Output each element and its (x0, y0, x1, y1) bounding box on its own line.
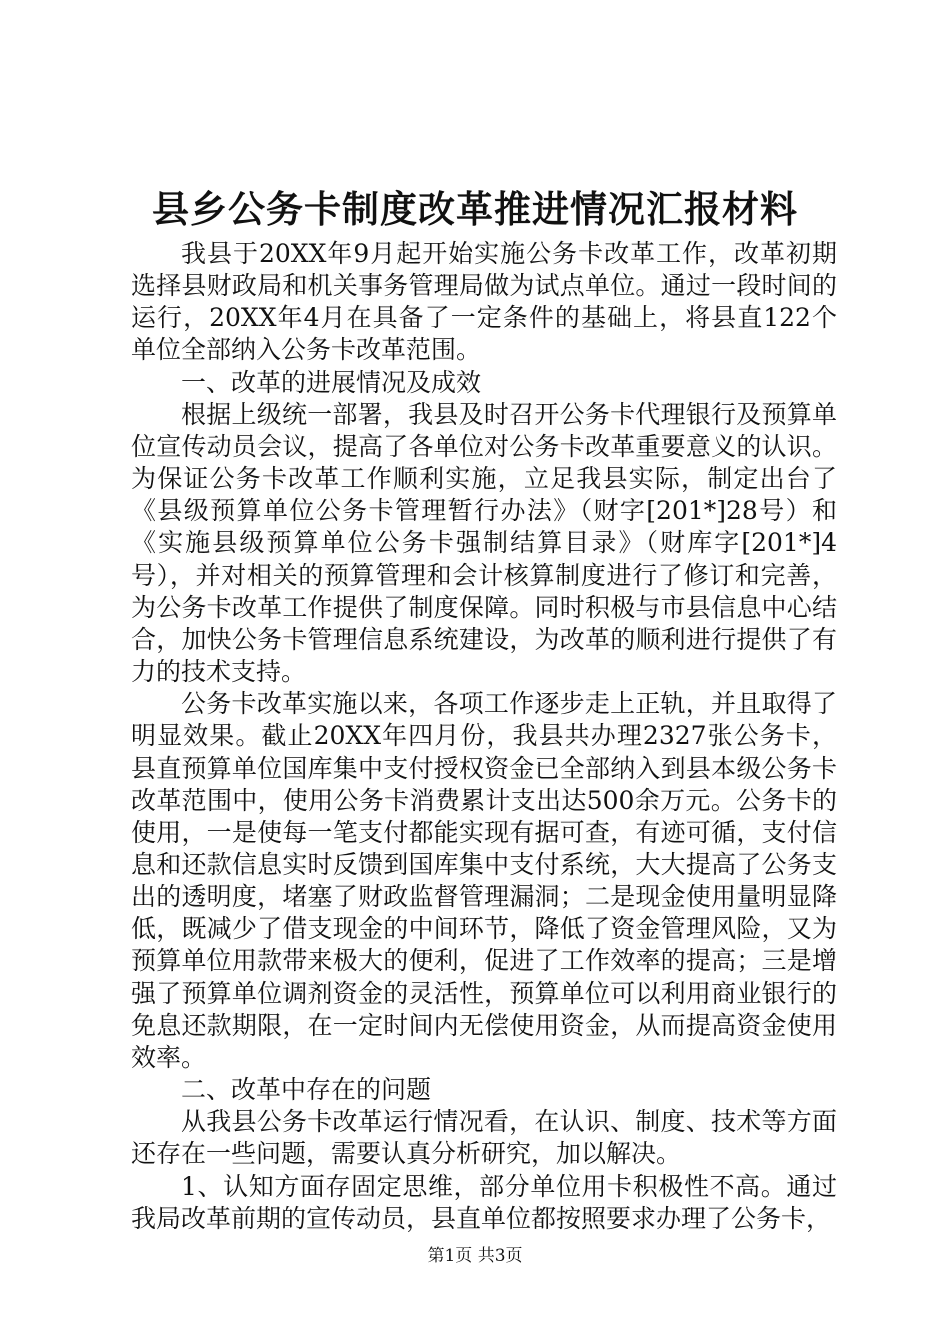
paragraph-results: 公务卡改革实施以来，各项工作逐步走上正轨，并且取得了明显效果。截止20XX年四月份，我县共办理2327张公务卡，县直预算单位国库集中支付授权资金已全部纳入到县本级公务卡改革范围中，使用公务卡消费累计支出达500余万元。公务卡的使用，一是使每一笔支付都能实现有据可查，有迹可循，支付信息和还款信息实时反馈到国库集中支付系统，大大提高了公务支出的透明度，堵塞了财政监督管理漏洞；二是现金使用量明显降低，既减少了借支现金的中间环节，降低了资金管理风险，又为预算单位用款带来极大的便利，促进了工作效率的提高；三是增强了预算单位调剂资金的灵活性，预算单位可以利用商业银行的免息还款期限，在一定时间内无偿使用资金，从而提高资金使用效率。 (131, 689, 837, 1072)
paragraph-deployment: 根据上级统一部署，我县及时召开公务卡代理银行及预算单位宣传动员会议，提高了各单位对公务卡改革重要意义的认识。为保证公务卡改革工作顺利实施，立足我县实际，制定出台了《县级预算单位公务卡管理暂行办法》（财字[201*]28号）和《实施县级预算单位公务卡强制结算目录》（财库字[201*]4号），并对相关的预算管理和会计核算制度进行了修订和完善，为公务卡改革工作提供了制度保障。同时积极与市县信息中心结合，加快公务卡管理信息系统建设，为改革的顺利进行提供了有力的技术支持。 (131, 399, 837, 687)
document-title: 县乡公务卡制度改革推进情况汇报材料 (152, 187, 798, 231)
paragraph-intro: 我县于20XX年9月起开始实施公务卡改革工作，改革初期选择县财政局和机关事务管理局做为试点单位。通过一段时间的运行，20XX年4月在具备了一定条件的基础上，将县直122个单位全部纳入公务卡改革范围。 (131, 239, 837, 365)
paragraph-problem-1: 1、认知方面存固定思维，部分单位用卡积极性不高。通过我局改革前期的宣传动员，县直单位都按照要求办理了公务卡， (131, 1171, 837, 1233)
document-body (131, 238, 837, 1235)
section-heading-progress: 一、改革的进展情况及成效 (181, 367, 482, 397)
paragraph-problems-intro: 从我县公务卡改革运行情况看，在认识、制度、技术等方面还存在一些问题，需要认真分析研究，加以解决。 (131, 1107, 837, 1169)
section-heading-problems: 二、改革中存在的问题 (181, 1075, 432, 1105)
page-footer: 第1页 共3页 (427, 1246, 523, 1266)
